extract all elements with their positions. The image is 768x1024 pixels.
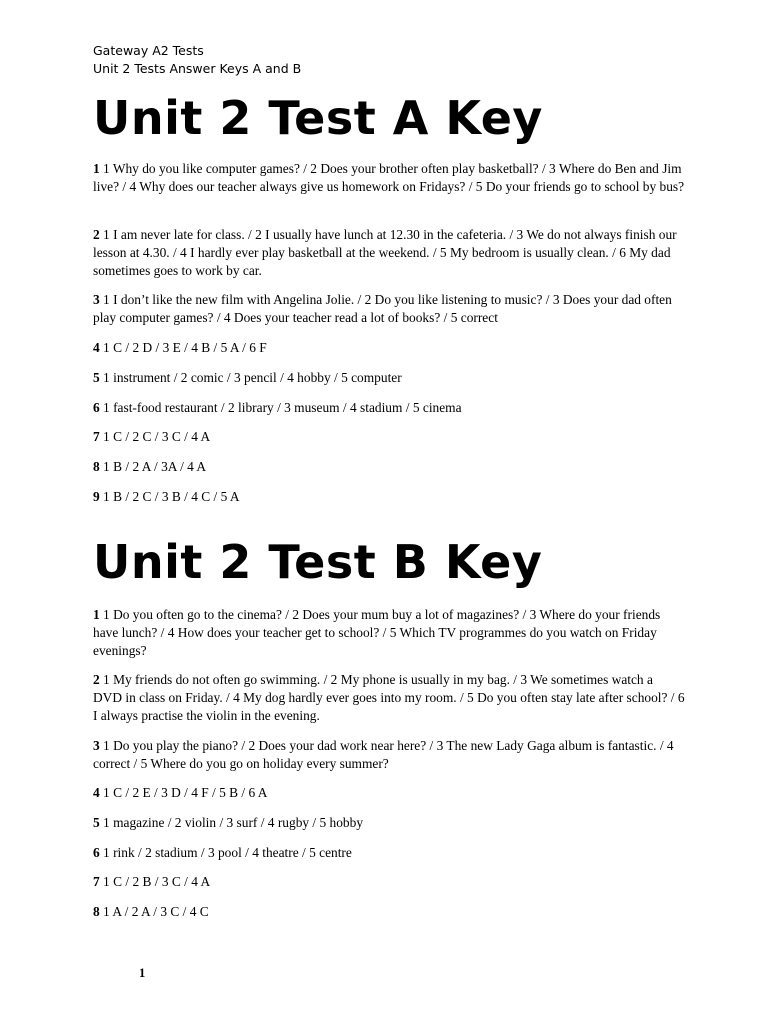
item-number: 2 [93, 227, 100, 242]
item-number: 6 [93, 845, 100, 860]
item-text: 1 My friends do not often go swimming. / 2 My phone is usually in my bag. / 3 We sometimes watch a DVD in class on Friday. / 4 My dog hardly ever goes into my room. / 5 Do you often stay late after school? / 6 I always practise the violin in the evening. [93, 672, 685, 723]
item-text: 1 Why do you like computer games? / 2 Does your brother often play basketball? / 3 Where do Ben and Jim live? / 4 Why does our teacher always give us homework on Fridays? / 5 Do your friends go to school by bus? [93, 161, 685, 194]
answer-item-a3 [93, 291, 685, 327]
item-number: 5 [93, 815, 100, 830]
document-header [93, 42, 301, 78]
item-number: 4 [93, 340, 100, 355]
answer-item-b1 [93, 606, 685, 660]
item-number: 4 [93, 785, 100, 800]
answer-item-a8 [93, 458, 685, 476]
answer-item-b2 [93, 671, 685, 725]
item-text: 1 C / 2 D / 3 E / 4 B / 5 A / 6 F [99, 340, 267, 355]
answer-item-b7 [93, 873, 685, 891]
answer-item-a1 [93, 160, 685, 196]
answer-item-a5 [93, 369, 685, 387]
item-text: 1 fast-food restaurant / 2 library / 3 museum / 4 stadium / 5 cinema [99, 400, 462, 415]
item-number: 6 [93, 400, 100, 415]
item-text: 1 B / 2 C / 3 B / 4 C / 5 A [99, 489, 240, 504]
section-b-title: Unit 2 Test B Key [93, 535, 543, 589]
answer-item-a7 [93, 428, 685, 446]
item-number: 5 [93, 370, 100, 385]
answer-item-a6 [93, 399, 685, 417]
item-text: 1 magazine / 2 violin / 3 surf / 4 rugby / 5 hobby [99, 815, 364, 830]
header-line-2: Unit 2 Tests Answer Keys A and B [93, 61, 302, 76]
answer-item-a2 [93, 226, 685, 280]
item-text: 1 I am never late for class. / 2 I usually have lunch at 12.30 in the cafeteria. / 3 We do not always finish our lesson at 4.30. / 4 I hardly ever play basketball at the weekend. / 5 My bedroom is usually clean. / 6 My dad sometimes goes to work by car. [93, 227, 677, 278]
item-number: 2 [93, 672, 100, 687]
item-text: 1 C / 2 C / 3 C / 4 A [99, 429, 211, 444]
item-text: 1 instrument / 2 comic / 3 pencil / 4 hobby / 5 computer [99, 370, 402, 385]
item-number: 3 [93, 738, 100, 753]
answer-item-b8 [93, 903, 685, 921]
item-text: 1 B / 2 A / 3A / 4 A [99, 459, 207, 474]
item-number: 8 [93, 904, 100, 919]
answer-item-b4 [93, 784, 685, 802]
item-text: 1 C / 2 B / 3 C / 4 A [99, 874, 211, 889]
item-number: 3 [93, 292, 100, 307]
item-text: 1 Do you play the piano? / 2 Does your dad work near here? / 3 The new Lady Gaga album is fantastic. / 4 correct / 5 Where do you go on holiday every summer? [93, 738, 674, 771]
item-text: 1 Do you often go to the cinema? / 2 Does your mum buy a lot of magazines? / 3 Where do your friends have lunch? / 4 How does your teacher get to school? / 5 Which TV programmes do you watch on Friday evenings? [93, 607, 661, 658]
item-number: 8 [93, 459, 100, 474]
item-text: 1 A / 2 A / 3 C / 4 C [99, 904, 209, 919]
item-text: 1 I don’t like the new film with Angelina Jolie. / 2 Do you like listening to music? / 3 Does your dad often play computer games? / 4 Does your teacher read a lot of books? / 5 correct [93, 292, 672, 325]
header-line-1: Gateway A2 Tests [93, 43, 204, 58]
item-text: 1 C / 2 E / 3 D / 4 F / 5 B / 6 A [99, 785, 268, 800]
item-number: 1 [93, 607, 100, 622]
item-number: 9 [93, 489, 100, 504]
item-number: 1 [93, 161, 100, 176]
answer-item-a9 [93, 488, 685, 506]
answer-item-a4 [93, 339, 685, 357]
answer-item-b6 [93, 844, 685, 862]
answer-item-b3 [93, 737, 685, 773]
page-number: 1 [139, 966, 146, 980]
item-number: 7 [93, 874, 100, 889]
item-text: 1 rink / 2 stadium / 3 pool / 4 theatre / 5 centre [99, 845, 352, 860]
section-a-title: Unit 2 Test A Key [93, 91, 543, 145]
item-number: 7 [93, 429, 100, 444]
answer-item-b5 [93, 814, 685, 832]
